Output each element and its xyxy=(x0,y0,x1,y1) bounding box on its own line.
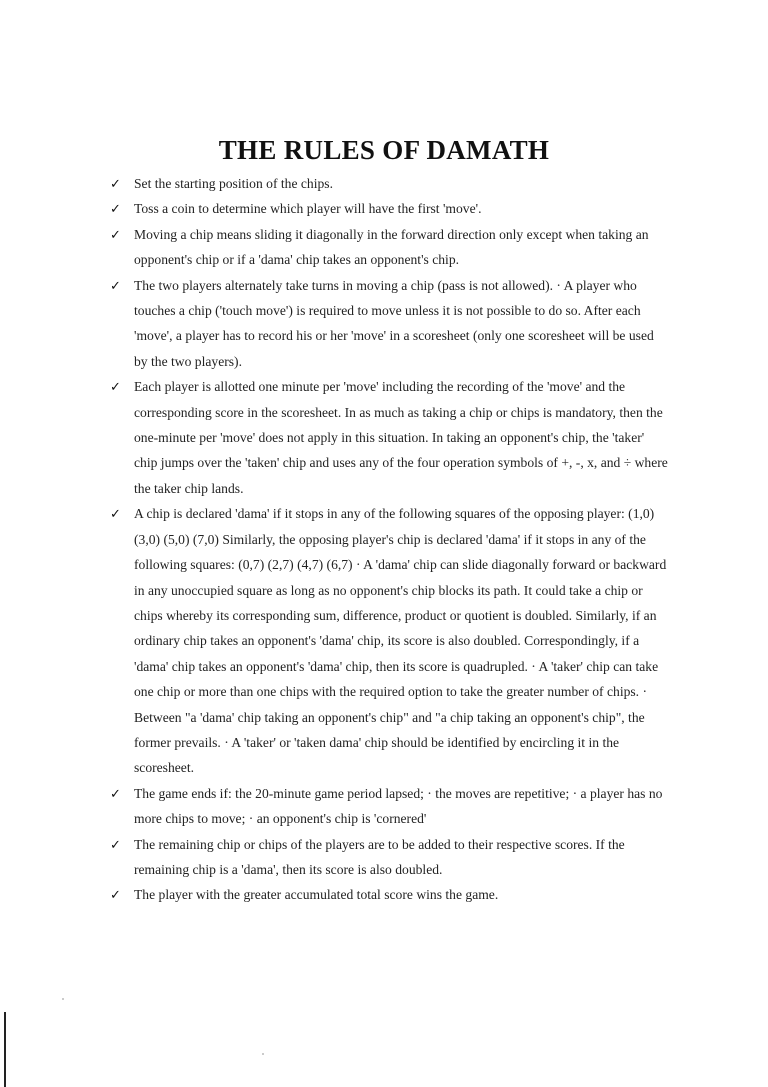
rule-text: The two players alternately take turns in moving a chip (pass is not allowed). · A player who touches a chip ('touch move') is required to move unless it is not possible to do so. After each 'move', a player has to record his or her 'move' in a scoresheet (only one scoresheet will be used by the two players). xyxy=(134,277,654,369)
checkmark-icon: ✓ xyxy=(110,887,121,903)
checkmark-icon: ✓ xyxy=(110,226,121,242)
checkmark-icon: ✓ xyxy=(110,176,121,191)
rule-text: The player with the greater accumulated total score wins the game. xyxy=(134,887,499,903)
rule-item xyxy=(110,501,670,780)
checkmark-icon: ✓ xyxy=(110,506,121,522)
scan-speck xyxy=(62,998,64,1000)
rule-text: The remaining chip or chips of the players are to be added to their respective scores. If the remaining chip is a 'dama', then its score is also doubled. xyxy=(134,836,625,877)
checkmark-icon: ✓ xyxy=(110,379,121,395)
rule-item xyxy=(110,374,670,501)
rule-text: The game ends if: the 20-minute game period lapsed; · the moves are repetitive; · a player has no more chips to move; · an opponent's chip is 'cornered' xyxy=(134,785,663,827)
rule-item xyxy=(110,171,670,196)
checkmark-icon: ✓ xyxy=(110,785,121,801)
rule-item xyxy=(110,196,670,221)
rule-text: Toss a coin to determine which player will have the first 'move'. xyxy=(134,201,482,217)
rule-item xyxy=(110,882,670,907)
rule-text: Each player is allotted one minute per 'move' including the recording of the 'move' and the corresponding score in the scoresheet. In as much as taking a chip or chips is mandatory, then the one-minute per 'move' does not apply in this situation. In taking an opponent's chip, the 'taker' chip jumps over the 'taken' chip and uses any of the four operation symbols of +, -, x, and ÷ where the taker chip lands. xyxy=(134,379,668,496)
scan-edge-mark xyxy=(4,1012,6,1087)
rule-text: A chip is declared 'dama' if it stops in any of the following squares of the opposing player: (1,0) (3,0) (5,0) (7,0) Similarly, the opposing player's chip is declared 'dama' if it stops in any of the following squares: (0,7) (2,7) (4,7) (6,7) · A 'dama' chip can slide diagonally forward or backward in any unoccupied square as long as no opponent's chip blocks its path. It could take a chip or chips whereby its corresponding sum, difference, product or quotient is doubled. Similarly, if an ordinary chip takes an opponent's 'dama' chip, its score is also doubled. Correspondingly, if a 'dama' chip takes an opponent's 'dama' chip, then its score is quadrupled. · A 'taker' chip can take one chip or more than one chips with the required option to take the greater number of chips. · Between "a 'dama' chip taking an opponent's chip" and "a chip taking an opponent's chip", the former prevails. · A 'taker' or 'taken dama' chip should be identified by encircling it in the scoresheet. xyxy=(134,506,667,776)
checkmark-icon: ✓ xyxy=(110,836,121,852)
rule-item xyxy=(110,781,670,832)
rule-text: Moving a chip means sliding it diagonally in the forward direction only except when taking an opponent's chip or if a 'dama' chip takes an opponent's chip. xyxy=(134,226,649,268)
checkmark-icon: ✓ xyxy=(110,201,121,217)
rule-item xyxy=(110,222,670,273)
scan-speck xyxy=(262,1053,264,1055)
rules-list xyxy=(110,171,670,908)
page-title: THE RULES OF DAMATH xyxy=(218,135,550,165)
rule-item xyxy=(110,273,670,375)
rule-text: Set the starting position of the chips. xyxy=(134,176,333,191)
rule-item xyxy=(110,832,670,883)
checkmark-icon: ✓ xyxy=(110,277,121,293)
